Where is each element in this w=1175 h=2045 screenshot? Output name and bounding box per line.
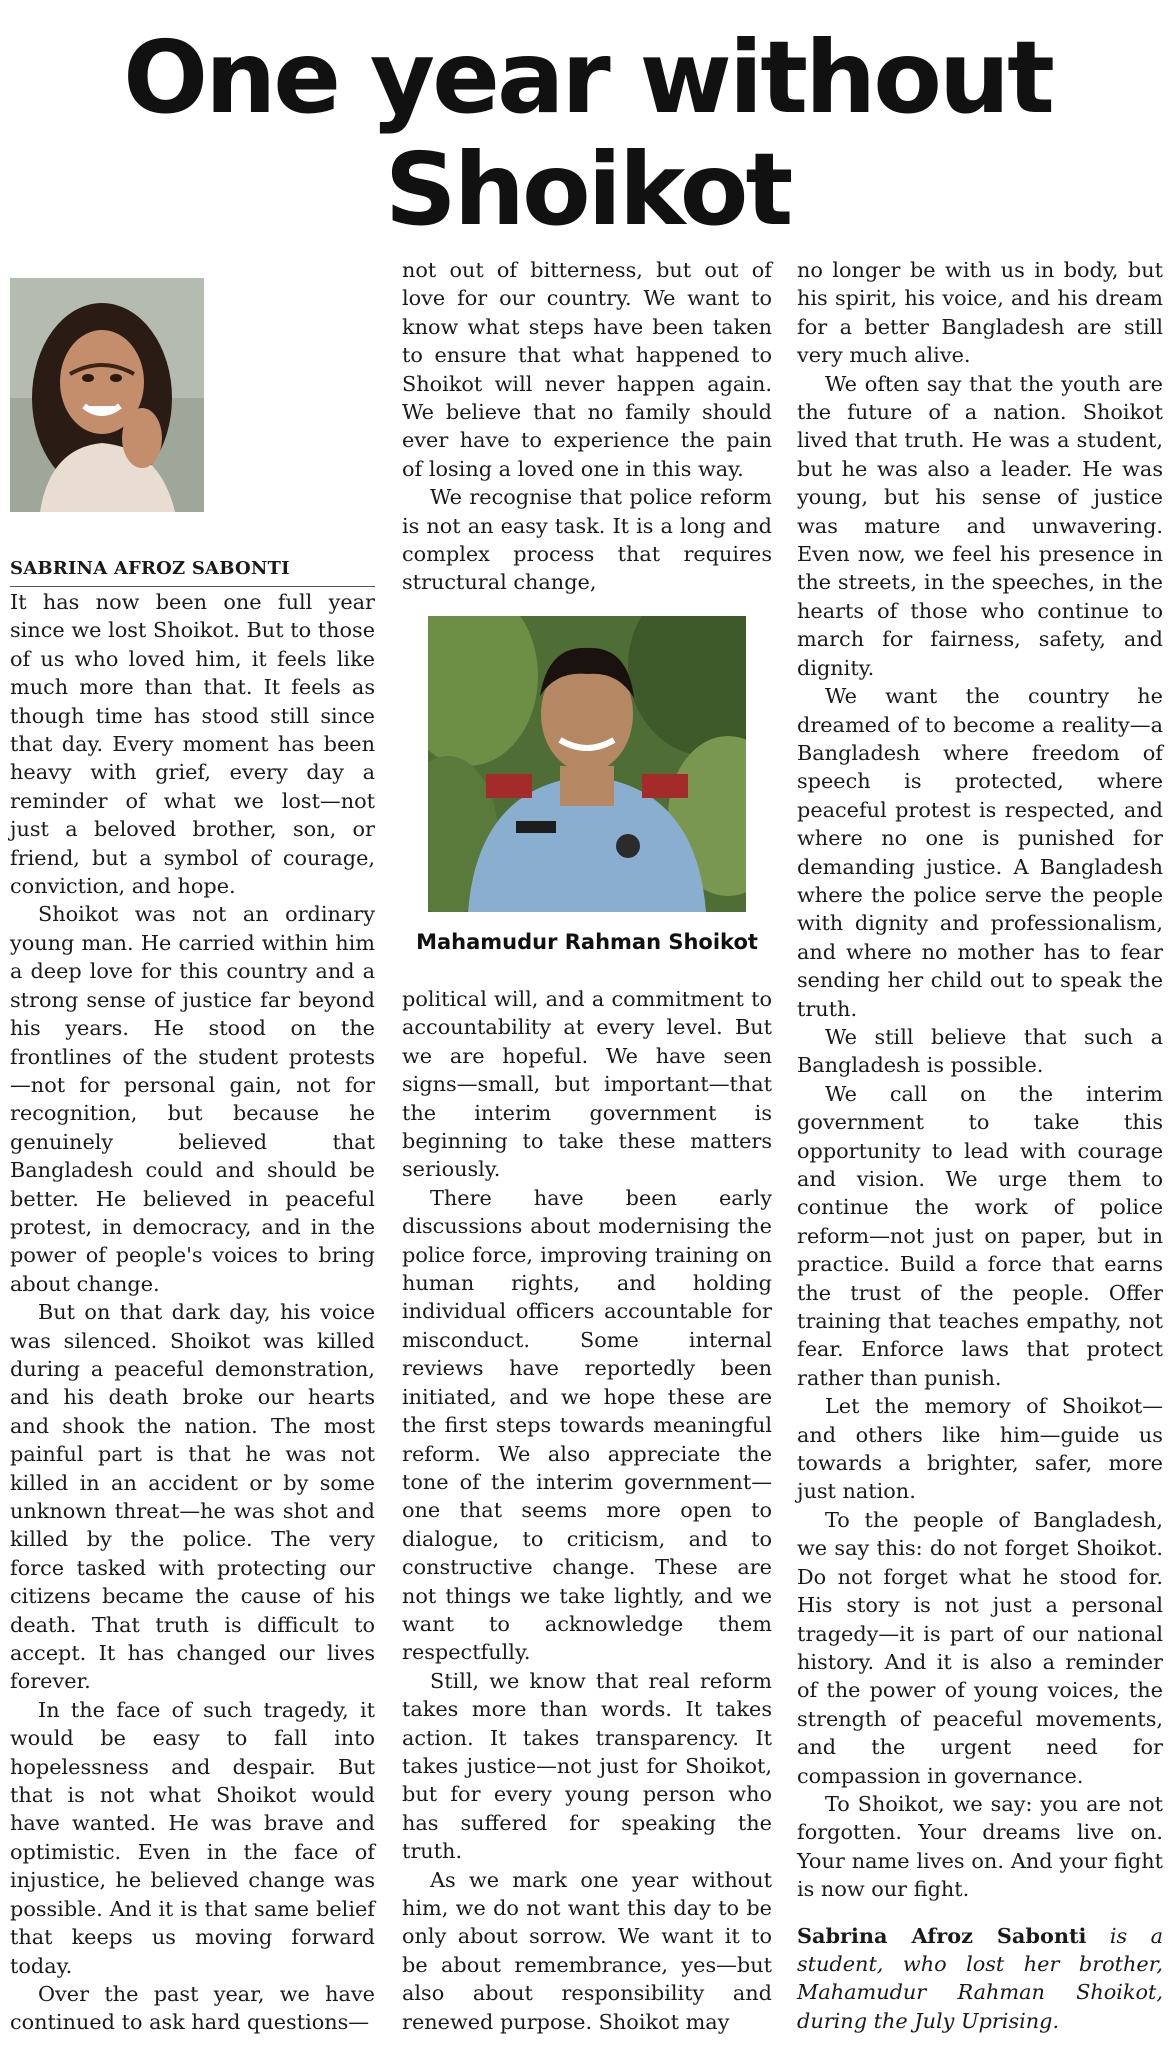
headline-line-2: Shoikot: [384, 131, 791, 248]
paragraph: We still believe that such a Bangladesh is possible.: [797, 1024, 1163, 1078]
paragraph: We call on the interim government to take this opportunity to lead with courage and vision. We urge them to continue the work of police reform—not just on paper, but in practice. Build a force that earns the trust of the people. Offer training that teaches empathy, not fear. Enforce laws that protect rather than punish.: [797, 1081, 1163, 1390]
paragraph: To the people of Bangladesh, we say this: do not forget Shoikot. Do not forget what he stood for. His story is not just a personal tragedy—it is part of our national history. And it is also a reminder of the power of young voices, the strength of peaceful movements, and the urgent need for compassion in governance.: [797, 1507, 1163, 1788]
author-bio: [797, 1922, 1163, 2036]
author-bio-text: is a student, who lost her brother, Mahamudur Rahman Shoikot, during the July Uprising.: [797, 1923, 1163, 2033]
author-byline: SABRINA AFROZ SABONTI: [10, 558, 290, 579]
paragraph: Let the memory of Shoikot—and others like him—guide us towards a brighter, safer, more just nation.: [797, 1394, 1163, 1504]
subject-photo: [428, 616, 746, 912]
author-photo: [10, 278, 204, 512]
paragraph: We often say that the youth are the future of a nation. Shoikot lived that truth. He was a student, but he was also a leader. He was young, but his sense of justice was mature and unwavering. Even now, we feel his presence in the streets, in the speeches, in the hearts of those who continue to march for fairness, safety, and dignity.: [797, 371, 1163, 680]
article-column-2-bottom: [402, 985, 772, 2036]
article-column-1: [10, 588, 375, 2037]
paragraph: Over the past year, we have continued to ask hard questions—: [10, 1981, 375, 2035]
paragraph: Shoikot was not an ordinary young man. He carried within him a deep love for this country and a strong sense of justice far beyond his years. He stood on the frontlines of the student protests—not for personal gain, not for recognition, but because he genuinely believed that Bangladesh could and should be better. He believed in peaceful protest, in democracy, and in the power of people's voices to bring about change.: [10, 902, 375, 1296]
author-bio-name: Sabrina Afroz Sabonti: [797, 1922, 1087, 1948]
paragraph: To Shoikot, we say: you are not forgotten. Your dreams live on. Your name lives on. And your fight is now our fight.: [797, 1791, 1163, 1902]
paragraph: There have been early discussions about modernising the police force, improving training on human rights, and holding individual officers accountable for misconduct. Some internal reviews have reportedly been initiated, and we hope these are the first steps towards meaningful reform. We also appreciate the tone of the interim government—one that seems more open to dialogue, to criticism, and to constructive change. These are not things we take lightly, and we want to acknowledge them respectfully.: [402, 1185, 772, 1665]
paragraph: political will, and a commitment to accountability at every level. But we are hopeful. We have seen signs—small, but important—that the interim government is beginning to take these matters seriously.: [402, 987, 772, 1182]
paragraph: As we mark one year without him, we do not want this day to be only about sorrow. We want it to be about remembrance, yes—but also about responsibility and renewed purpose. Shoikot may: [402, 1867, 772, 2034]
paragraph: But on that dark day, his voice was silenced. Shoikot was killed during a peaceful demonstration, and his death broke our hearts and shook the nation. The most painful part is that he was not killed in an accident or by some unknown threat—he was shot and killed by the police. The very force tasked with protecting our citizens became the cause of his death. That truth is difficult to accept. It has changed our lives forever.: [10, 1300, 375, 1694]
article-column-3: [797, 256, 1163, 2035]
headline: [0, 19, 1175, 248]
paragraph: It has now been one full year since we lost Shoikot. But to those of us who loved him, it feels like much more than that. It feels as though time has stood still since that day. Every moment has been heavy with grief, every day a reminder of what we lost—not just a beloved brother, son, or friend, but a symbol of courage, conviction, and hope.: [10, 590, 375, 899]
paragraph: In the face of such tragedy, it would be easy to fall into hopelessness and despair. But that is not what Shoikot would have wanted. He was brave and optimistic. Even in the face of injustice, he believed change was possible. And it is that same belief that keeps us moving forward today.: [10, 1697, 375, 1978]
paragraph: We recognise that police reform is not an easy task. It is a long and complex process that requires structural change,: [402, 485, 772, 595]
paragraph: Still, we know that real reform takes more than words. It takes action. It takes transparency. It takes justice—not just for Shoikot, but for every young person who has suffered for speaking the truth.: [402, 1668, 772, 1864]
article-column-2-top: [402, 256, 772, 597]
headline-line-1: One year without: [123, 19, 1052, 136]
byline-divider: [10, 586, 375, 587]
paragraph: no longer be with us in body, but his spirit, his voice, and his dream for a better Bangladesh are still very much alive.: [797, 258, 1163, 368]
paragraph: We want the country he dreamed of to become a reality—a Bangladesh where freedom of speech is protected, where peaceful protest is respected, and where no one is punished for demanding justice. A Bangladesh where the police serve the people with dignity and professionalism, and where no mother has to fear sending her child out to speak the truth.: [797, 684, 1163, 1021]
photo-caption: Mahamudur Rahman Shoikot: [416, 930, 758, 954]
paragraph: not out of bitterness, but out of love for our country. We want to know what steps have been taken to ensure that what happened to Shoikot will never happen again. We believe that no family should ever have to experience the pain of losing a loved one in this way.: [402, 258, 772, 481]
